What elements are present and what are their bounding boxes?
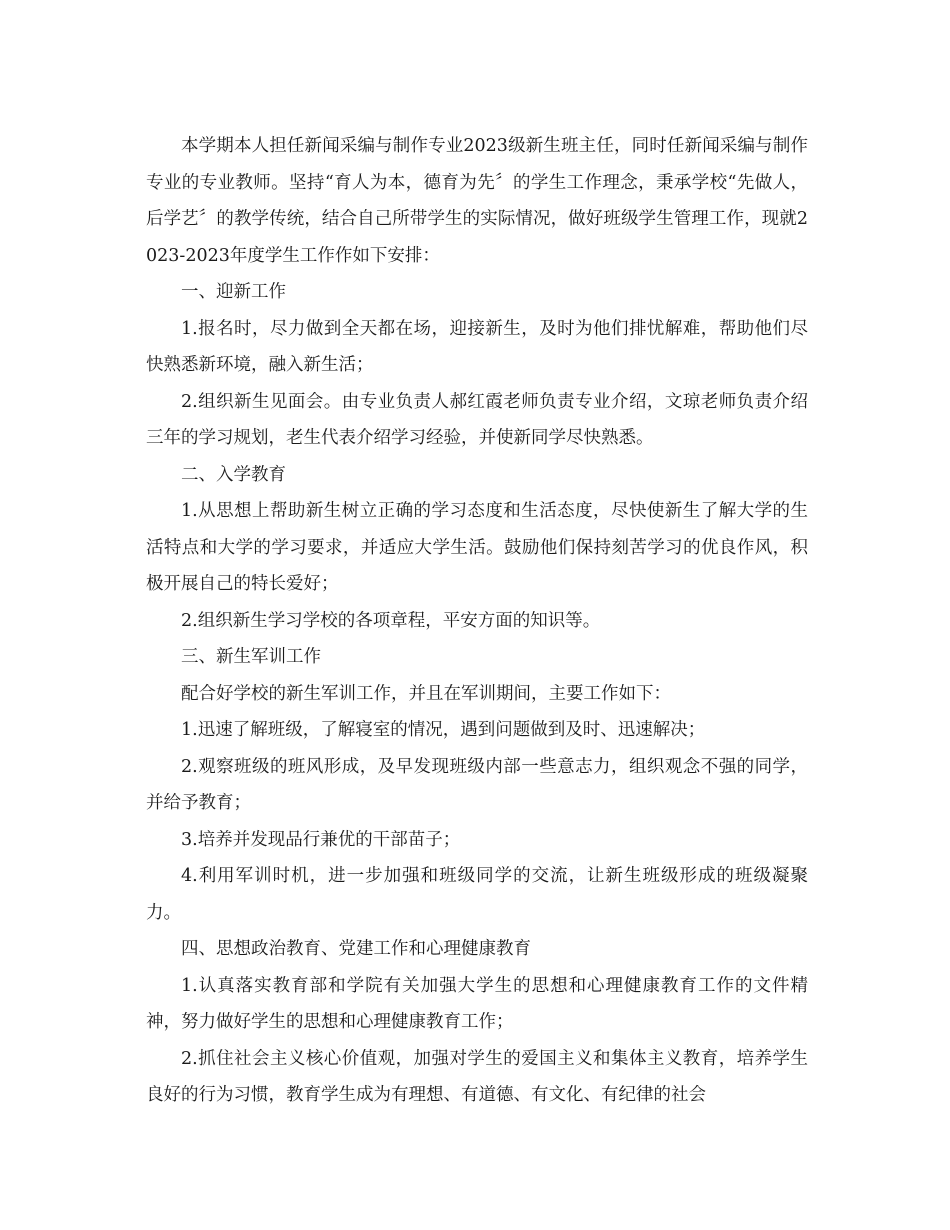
list-item: 1.从思想上帮助新生树立正确的学习态度和生活态度，尽快使新生了解大学的生活特点和大学的学习要求，并适应大学生活。鼓励他们保持刻苦学习的优良作风，积极开展自己的特长爱好； xyxy=(146,501,808,594)
list-item: 2.观察班级的班风形成，及早发现班级内部一些意志力，组织观念不强的同学，并给予教育； xyxy=(146,756,808,813)
list-item: 1.迅速了解班级，了解寝室的情况，遇到问题做到及时、迅速解决； xyxy=(181,720,706,740)
section-heading-political-education: 四、思想政治教育、党建工作和心理健康教育 xyxy=(181,939,531,959)
section-heading-orientation: 二、入学教育 xyxy=(181,464,286,485)
body-paragraph: 配合好学校的新生军训工作，并且在军训期间，主要工作如下： xyxy=(181,683,671,704)
list-item: 2.组织新生见面会。由专业负责人郝红霞老师负责专业介绍，文琼老师负责介绍三年的学习规划，老生代表介绍学习经验，并使新同学尽快熟悉。 xyxy=(146,391,808,448)
intro-paragraph: 本学期本人担任新闻采编与制作专业2023级新生班主任，同时任新闻采编与制作专业的专业教师。坚持“育人为本，德育为先〞的学生工作理念，秉承学校“先做人，后学艺〞的教学传统，结合自己所带学生的实际情况，做好班级学生管理工作，现就2023-2023年度学生工作作如下安排： xyxy=(146,136,808,266)
list-item: 4.利用军训时机，进一步加强和班级同学的交流，让新生班级形成的班级凝聚力。 xyxy=(146,866,808,923)
list-item: 2.组织新生学习学校的各项章程，平安方面的知识等。 xyxy=(181,610,601,631)
list-item: 1.认真落实教育部和学院有关加强大学生的思想和心理健康教育工作的文件精神，努力做好学生的思想和心理健康教育工作； xyxy=(146,975,808,1032)
list-item: 3.培养并发现品行兼优的干部苗子； xyxy=(181,829,461,850)
section-heading-welcome: 一、迎新工作 xyxy=(181,282,286,302)
list-item: 2.抓住社会主义核心价值观，加强对学生的爱国主义和集体主义教育，培养学生良好的行为习惯，教育学生成为有理想、有道德、有文化、有纪律的社会 xyxy=(146,1048,808,1105)
list-item: 1.报名时，尽力做到全天都在场，迎接新生，及时为他们排忧解难，帮助他们尽快熟悉新环境，融入新生活； xyxy=(146,318,808,375)
document-body xyxy=(146,128,808,1114)
section-heading-military-training: 三、新生军训工作 xyxy=(181,647,321,667)
